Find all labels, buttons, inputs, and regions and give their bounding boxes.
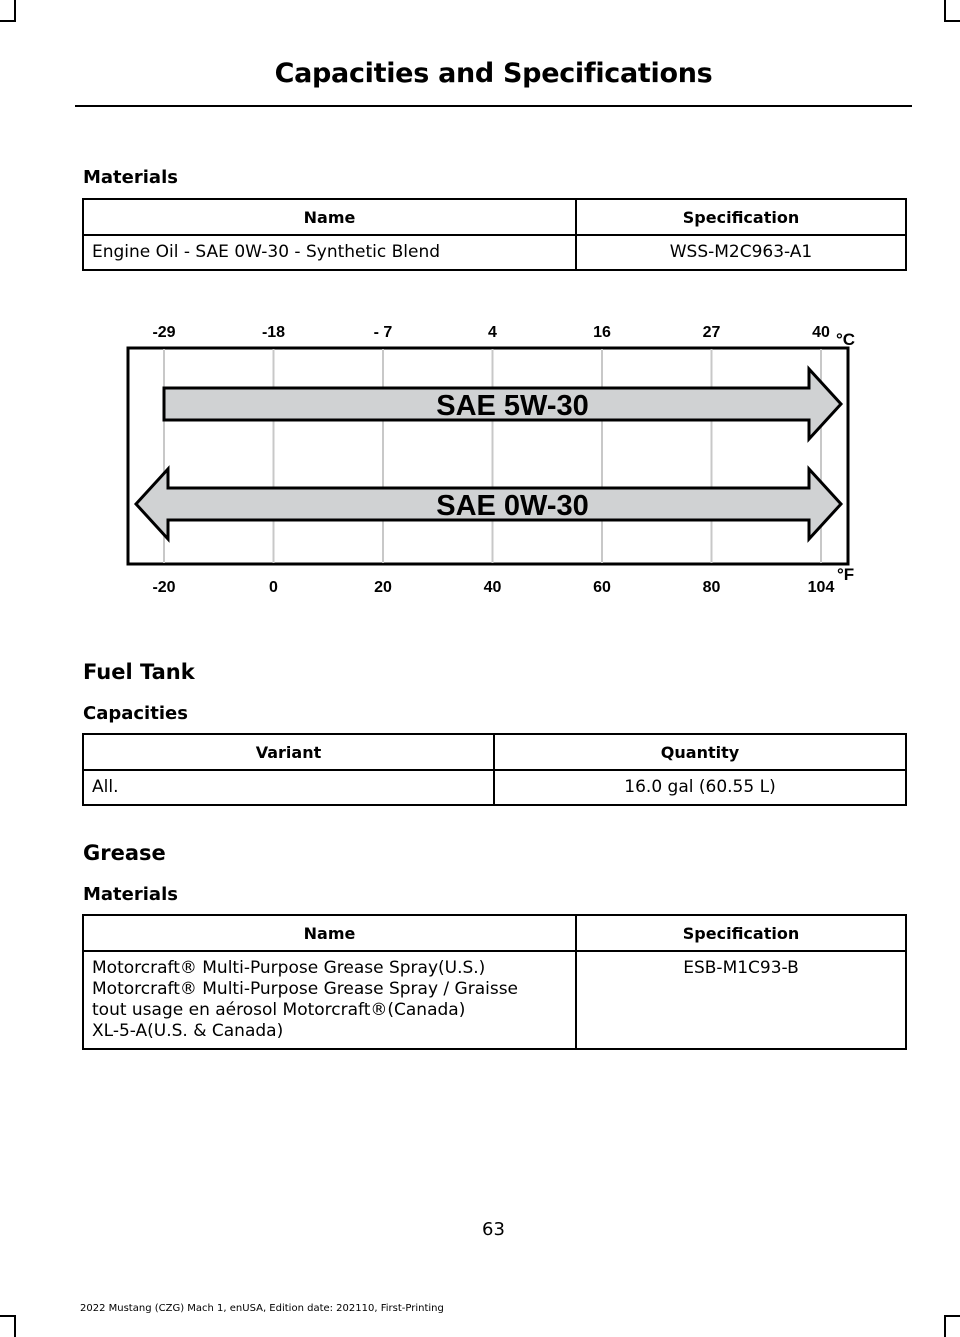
page-title: Capacities and Specifications	[274, 58, 713, 89]
grease-name-cell	[83, 951, 576, 1049]
table-header-row	[83, 734, 906, 770]
column-header: Variant	[83, 734, 494, 770]
column-header: Specification	[576, 915, 906, 951]
grease-name-line: Motorcraft® Multi-Purpose Grease Spray(U.S.)	[92, 958, 486, 978]
crop-mark	[944, 20, 960, 22]
celsius-tick-label: -18	[261, 324, 286, 341]
table-header-row	[83, 915, 906, 951]
capacities-heading: Capacities	[83, 703, 188, 724]
crop-mark	[944, 0, 946, 22]
page-number: 63	[482, 1219, 505, 1240]
chart-frame	[128, 348, 848, 564]
fahrenheit-unit: °F	[837, 565, 855, 584]
grease-heading: Grease	[83, 841, 166, 865]
crop-mark	[944, 1315, 946, 1337]
table-header-row	[83, 199, 906, 235]
celsius-tick-label: 4	[488, 324, 497, 341]
crop-mark	[14, 0, 16, 22]
column-header: Name	[83, 199, 576, 235]
table-row	[83, 770, 906, 805]
grease-table	[82, 914, 907, 1050]
fahrenheit-tick-label: -20	[152, 579, 176, 596]
materials-heading: Materials	[83, 167, 178, 188]
grease-name-line: Motorcraft® Multi-Purpose Grease Spray / Graisse	[92, 979, 519, 999]
edition-footer: 2022 Mustang (CZG) Mach 1, enUSA, Edition date: 202110, First-Printing	[80, 1303, 444, 1314]
crop-mark	[0, 1315, 16, 1317]
fahrenheit-tick-label: 0	[269, 579, 278, 596]
fuel-tank-heading: Fuel Tank	[83, 660, 195, 684]
fahrenheit-tick-label: 20	[374, 579, 392, 596]
grease-name-line: XL-5-A(U.S. & Canada)	[92, 1021, 284, 1041]
fuel-tank-table	[82, 733, 907, 806]
oil-spec-cell: WSS-M2C963-A1	[576, 235, 906, 270]
engine-oil-table	[82, 198, 907, 271]
fahrenheit-tick-label: 104	[807, 579, 835, 596]
grease-materials-heading: Materials	[83, 884, 178, 905]
viscosity-band-label: SAE 0W-30	[436, 490, 589, 522]
celsius-tick-label: -29	[152, 324, 176, 341]
celsius-unit: °C	[836, 330, 856, 349]
fahrenheit-tick-label: 60	[593, 579, 611, 596]
quantity-cell: 16.0 gal (60.55 L)	[494, 770, 906, 805]
table-row	[83, 235, 906, 270]
fahrenheit-tick-label: 40	[483, 579, 502, 596]
crop-mark	[0, 20, 16, 22]
crop-mark	[14, 1315, 16, 1337]
crop-mark	[944, 1315, 960, 1317]
grease-spec-cell: ESB-M1C93-B	[576, 951, 906, 1049]
column-header: Specification	[576, 199, 906, 235]
column-header: Name	[83, 915, 576, 951]
fahrenheit-tick-label: 80	[702, 579, 721, 596]
celsius-tick-label: 40	[812, 324, 830, 341]
variant-cell: All.	[83, 770, 494, 805]
celsius-tick-label: 16	[593, 324, 611, 341]
celsius-tick-label: - 7	[373, 324, 393, 341]
grease-name-line: tout usage en aérosol Motorcraft®(Canada)	[92, 1000, 466, 1020]
celsius-tick-label: 27	[702, 324, 721, 341]
column-header: Quantity	[494, 734, 906, 770]
viscosity-band-label: SAE 5W-30	[436, 390, 589, 422]
oil-name-cell: Engine Oil - SAE 0W-30 - Synthetic Blend	[83, 235, 576, 270]
title-divider	[75, 105, 912, 107]
oil-viscosity-chart	[120, 318, 870, 603]
table-row	[83, 951, 906, 1049]
